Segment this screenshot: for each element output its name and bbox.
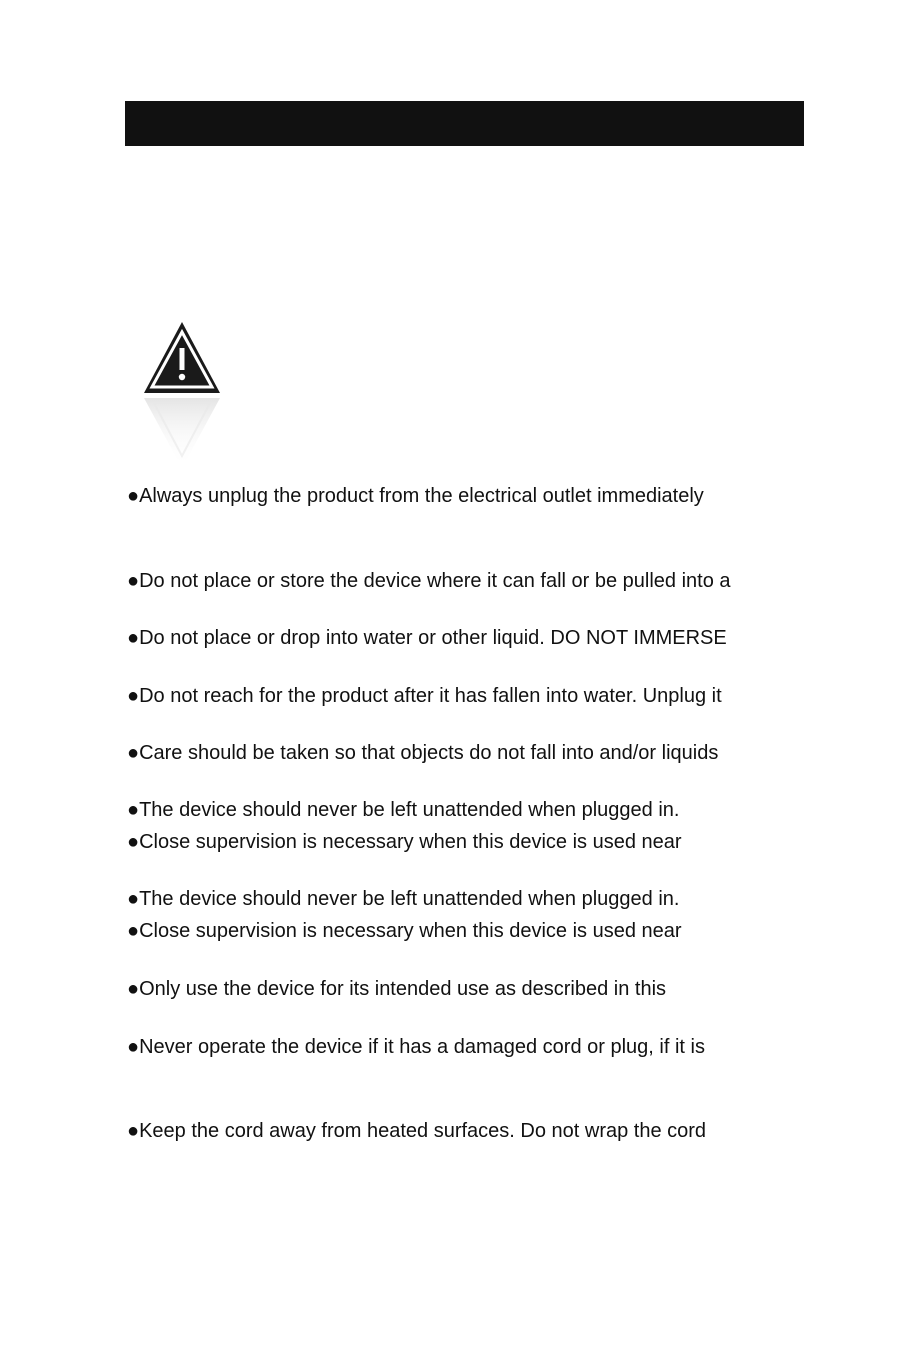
list-item: ●Never operate the device if it has a damaged cord or plug, if it is xyxy=(127,1036,705,1058)
list-item: ●Close supervision is necessary when this device is used near xyxy=(127,920,682,942)
list-item: ●Always unplug the product from the electrical outlet immediately xyxy=(127,485,704,507)
warning-triangle-icon xyxy=(142,318,224,470)
list-item: ●The device should never be left unattended when plugged in. xyxy=(127,888,680,910)
list-item: ●Close supervision is necessary when this device is used near xyxy=(127,831,682,853)
list-item: ●Only use the device for its intended use as described in this xyxy=(127,978,667,1000)
list-item: ●Keep the cord away from heated surfaces. Do not wrap the cord xyxy=(127,1120,707,1142)
list-item: ●Do not reach for the product after it has fallen into water. Unplug it xyxy=(127,685,722,707)
list-item: ●Do not place or store the device where it can fall or be pulled into a xyxy=(127,570,731,592)
section-header-bar xyxy=(125,101,804,146)
list-item: ●Care should be taken so that objects do not fall into and/or liquids xyxy=(127,742,719,764)
list-item: ●Do not place or drop into water or other liquid. DO NOT IMMERSE xyxy=(127,627,727,649)
list-item: ●The device should never be left unattended when plugged in. xyxy=(127,799,680,821)
